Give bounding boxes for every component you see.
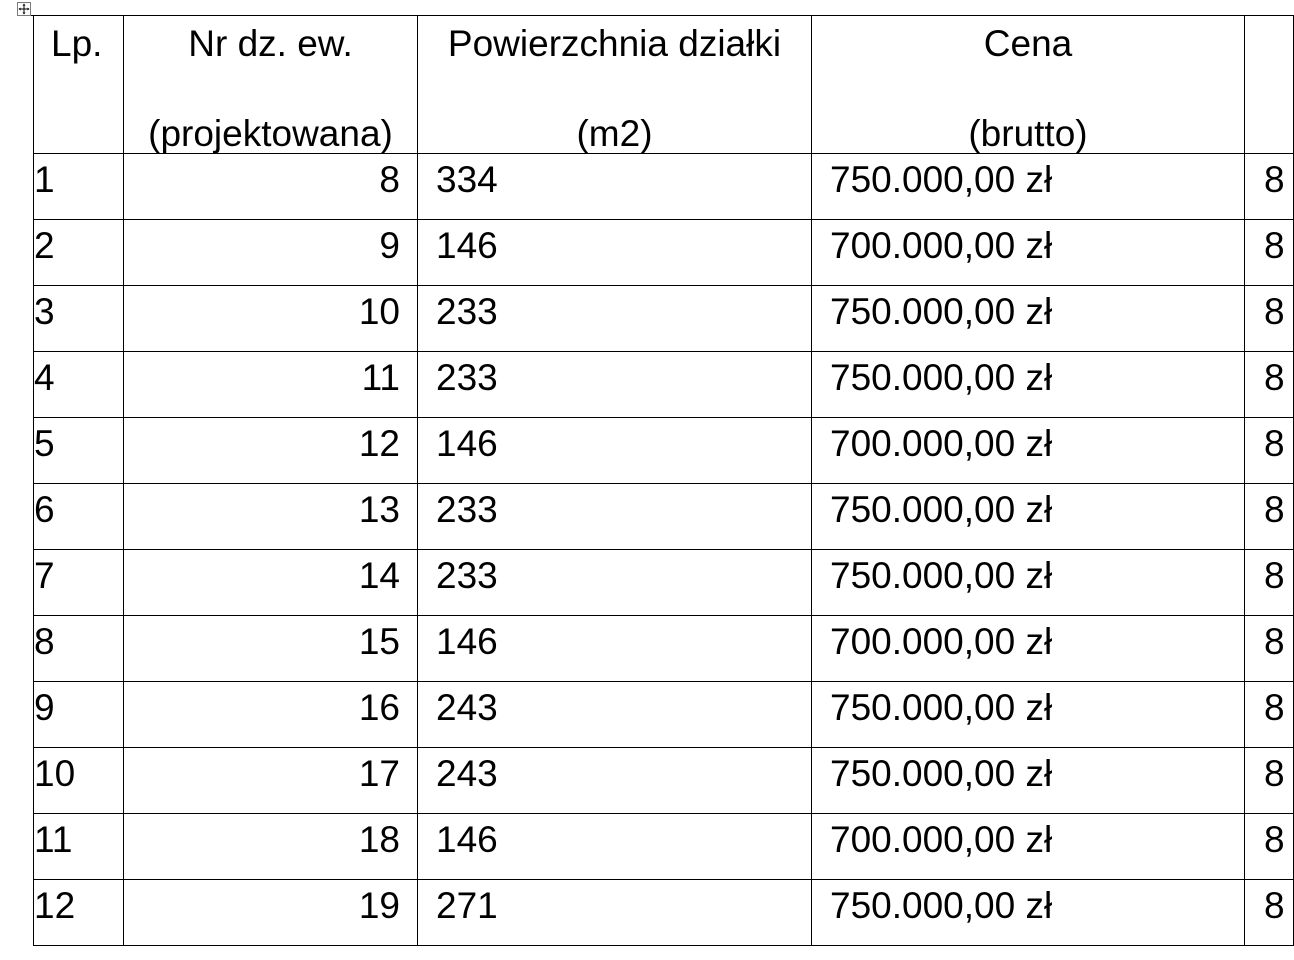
header-nr-line1: Nr dz. ew. xyxy=(188,23,353,64)
cell-extra[interactable] xyxy=(1245,616,1294,682)
header-lp-line1: Lp. xyxy=(51,23,103,64)
cell-cena[interactable] xyxy=(812,550,1245,616)
move-arrows-icon xyxy=(18,3,30,15)
cell-powierzchnia-text: 233 xyxy=(436,555,498,596)
cell-nr-text: 15 xyxy=(358,621,400,662)
table-row xyxy=(34,550,1294,616)
table-row xyxy=(34,616,1294,682)
cell-extra[interactable] xyxy=(1245,880,1294,946)
cell-nr[interactable] xyxy=(124,220,418,286)
cell-lp[interactable] xyxy=(34,616,124,682)
cell-extra-text: 8 xyxy=(1264,291,1285,332)
cell-nr-text: 8 xyxy=(379,159,400,200)
cell-cena[interactable] xyxy=(812,220,1245,286)
cell-extra[interactable] xyxy=(1245,814,1294,880)
table-row xyxy=(34,352,1294,418)
cell-powierzchnia[interactable] xyxy=(418,286,812,352)
cell-powierzchnia-text: 233 xyxy=(436,489,498,530)
cell-nr[interactable] xyxy=(124,154,418,220)
cell-lp[interactable] xyxy=(34,550,124,616)
cell-extra-text: 8 xyxy=(1264,555,1285,596)
table-row xyxy=(34,154,1294,220)
table-row xyxy=(34,484,1294,550)
cell-extra-text: 8 xyxy=(1264,753,1285,794)
cell-extra[interactable] xyxy=(1245,748,1294,814)
cell-lp[interactable] xyxy=(34,220,124,286)
cell-cena[interactable] xyxy=(812,418,1245,484)
header-extra-line2 xyxy=(1245,71,1293,115)
cell-lp-text: 6 xyxy=(34,489,55,530)
header-cena-line1: Cena xyxy=(983,23,1073,64)
cell-lp-text: 10 xyxy=(34,753,76,794)
cell-nr-text: 14 xyxy=(358,555,400,596)
header-lp-line2 xyxy=(51,71,123,115)
cell-nr[interactable] xyxy=(124,880,418,946)
cell-cena-text: 700.000,00 zł xyxy=(830,819,1053,860)
cell-powierzchnia[interactable] xyxy=(418,352,812,418)
cell-cena-text: 700.000,00 zł xyxy=(830,423,1053,464)
cell-powierzchnia[interactable] xyxy=(418,220,812,286)
cell-nr[interactable] xyxy=(124,484,418,550)
cell-extra-text: 8 xyxy=(1264,423,1285,464)
cell-lp[interactable] xyxy=(34,286,124,352)
table-row xyxy=(34,814,1294,880)
cell-lp[interactable] xyxy=(34,418,124,484)
cell-cena[interactable] xyxy=(812,484,1245,550)
cell-extra-text: 8 xyxy=(1264,687,1285,728)
cell-extra-text: 8 xyxy=(1264,159,1285,200)
table-body xyxy=(34,16,1294,946)
plot-price-table xyxy=(33,15,1294,946)
table-row xyxy=(34,418,1294,484)
cell-powierzchnia[interactable] xyxy=(418,616,812,682)
cell-cena[interactable] xyxy=(812,748,1245,814)
cell-cena[interactable] xyxy=(812,682,1245,748)
cell-powierzchnia[interactable] xyxy=(418,814,812,880)
cell-nr-text: 16 xyxy=(358,687,400,728)
cell-nr-text: 11 xyxy=(361,357,400,398)
cell-nr[interactable] xyxy=(124,352,418,418)
cell-powierzchnia[interactable] xyxy=(418,418,812,484)
cell-cena-text: 750.000,00 zł xyxy=(830,159,1053,200)
cell-nr-text: 10 xyxy=(358,291,400,332)
cell-nr[interactable] xyxy=(124,748,418,814)
cell-cena[interactable] xyxy=(812,814,1245,880)
table-row xyxy=(34,682,1294,748)
table-move-handle-icon[interactable] xyxy=(17,2,31,16)
header-cell-powierzchnia[interactable] xyxy=(418,16,812,154)
cell-lp[interactable] xyxy=(34,748,124,814)
cell-powierzchnia[interactable] xyxy=(418,682,812,748)
cell-nr[interactable] xyxy=(124,616,418,682)
cell-cena-text: 750.000,00 zł xyxy=(830,687,1053,728)
cell-nr-text: 13 xyxy=(358,489,400,530)
cell-cena-text: 750.000,00 zł xyxy=(830,489,1053,530)
cell-nr[interactable] xyxy=(124,814,418,880)
cell-lp-text: 4 xyxy=(34,357,55,398)
cell-powierzchnia[interactable] xyxy=(418,748,812,814)
header-cell-nr[interactable] xyxy=(124,16,418,154)
cell-nr[interactable] xyxy=(124,418,418,484)
cell-cena-text: 700.000,00 zł xyxy=(830,225,1053,266)
cell-lp-text: 7 xyxy=(34,555,55,596)
cell-extra-text: 8 xyxy=(1264,621,1285,662)
cell-lp[interactable] xyxy=(34,880,124,946)
cell-cena[interactable] xyxy=(812,616,1245,682)
cell-powierzchnia-text: 146 xyxy=(436,819,498,860)
cell-powierzchnia-text: 243 xyxy=(436,687,498,728)
cell-extra[interactable] xyxy=(1245,484,1294,550)
cell-lp[interactable] xyxy=(34,154,124,220)
cell-lp-text: 11 xyxy=(34,819,73,860)
cell-powierzchnia-text: 243 xyxy=(436,753,498,794)
cell-lp[interactable] xyxy=(34,682,124,748)
cell-extra[interactable] xyxy=(1245,220,1294,286)
cell-powierzchnia-text: 233 xyxy=(436,357,498,398)
cell-lp-text: 8 xyxy=(34,621,55,662)
cell-lp-text: 12 xyxy=(34,885,76,926)
cell-extra-text: 8 xyxy=(1264,489,1285,530)
cell-extra-text: 8 xyxy=(1264,819,1285,860)
cell-nr-text: 18 xyxy=(358,819,400,860)
cell-powierzchnia-text: 334 xyxy=(436,159,498,200)
cell-powierzchnia-text: 146 xyxy=(436,621,498,662)
cell-lp-text: 3 xyxy=(34,291,55,332)
cell-powierzchnia[interactable] xyxy=(418,550,812,616)
cell-nr-text: 17 xyxy=(358,753,400,794)
table-row xyxy=(34,748,1294,814)
cell-extra[interactable] xyxy=(1245,550,1294,616)
cell-cena-text: 750.000,00 zł xyxy=(830,291,1053,332)
cell-extra[interactable] xyxy=(1245,352,1294,418)
cell-cena-text: 750.000,00 zł xyxy=(830,885,1053,926)
cell-cena[interactable] xyxy=(812,352,1245,418)
cell-nr-text: 19 xyxy=(358,885,400,926)
cell-extra-text: 8 xyxy=(1264,885,1285,926)
cell-cena-text: 750.000,00 zł xyxy=(830,753,1053,794)
cell-powierzchnia-text: 146 xyxy=(436,423,498,464)
cell-lp[interactable] xyxy=(34,484,124,550)
cell-lp-text: 1 xyxy=(34,159,55,200)
table-row xyxy=(34,220,1294,286)
cell-nr[interactable] xyxy=(124,550,418,616)
cell-powierzchnia[interactable] xyxy=(418,880,812,946)
cell-cena-text: 700.000,00 zł xyxy=(830,621,1053,662)
cell-lp-text: 5 xyxy=(34,423,55,464)
cell-extra-text: 8 xyxy=(1264,225,1285,266)
cell-nr-text: 9 xyxy=(379,225,400,266)
cell-powierzchnia[interactable] xyxy=(418,154,812,220)
cell-cena[interactable] xyxy=(812,880,1245,946)
table-row xyxy=(34,880,1294,946)
header-pow-line1: Powierzchnia działki xyxy=(447,23,782,64)
cell-extra[interactable] xyxy=(1245,418,1294,484)
cell-nr[interactable] xyxy=(124,682,418,748)
header-cell-extra[interactable] xyxy=(1245,16,1294,154)
cell-powierzchnia[interactable] xyxy=(418,484,812,550)
cell-powierzchnia-text: 146 xyxy=(436,225,498,266)
header-cena-line2: (brutto) xyxy=(968,113,1088,154)
cell-cena[interactable] xyxy=(812,154,1245,220)
cell-lp[interactable] xyxy=(34,814,124,880)
table-header-row xyxy=(34,16,1294,154)
cell-extra-text: 8 xyxy=(1264,357,1285,398)
cell-lp-text: 2 xyxy=(34,225,55,266)
cell-cena-text: 750.000,00 zł xyxy=(830,357,1053,398)
header-cell-lp[interactable] xyxy=(34,16,124,154)
cell-lp-text: 9 xyxy=(34,687,55,728)
header-nr-line2: (projektowana) xyxy=(148,113,393,154)
cell-powierzchnia-text: 233 xyxy=(436,291,498,332)
cell-cena-text: 750.000,00 zł xyxy=(830,555,1053,596)
cell-extra[interactable] xyxy=(1245,154,1294,220)
cell-extra[interactable] xyxy=(1245,286,1294,352)
header-cell-cena[interactable] xyxy=(812,16,1245,154)
cell-nr[interactable] xyxy=(124,286,418,352)
cell-lp[interactable] xyxy=(34,352,124,418)
cell-cena[interactable] xyxy=(812,286,1245,352)
cell-extra[interactable] xyxy=(1245,682,1294,748)
header-extra-line1 xyxy=(1245,16,1293,71)
header-pow-line2: (m2) xyxy=(576,113,653,154)
cell-powierzchnia-text: 271 xyxy=(436,885,498,926)
table-row xyxy=(34,286,1294,352)
cell-nr-text: 12 xyxy=(358,423,400,464)
